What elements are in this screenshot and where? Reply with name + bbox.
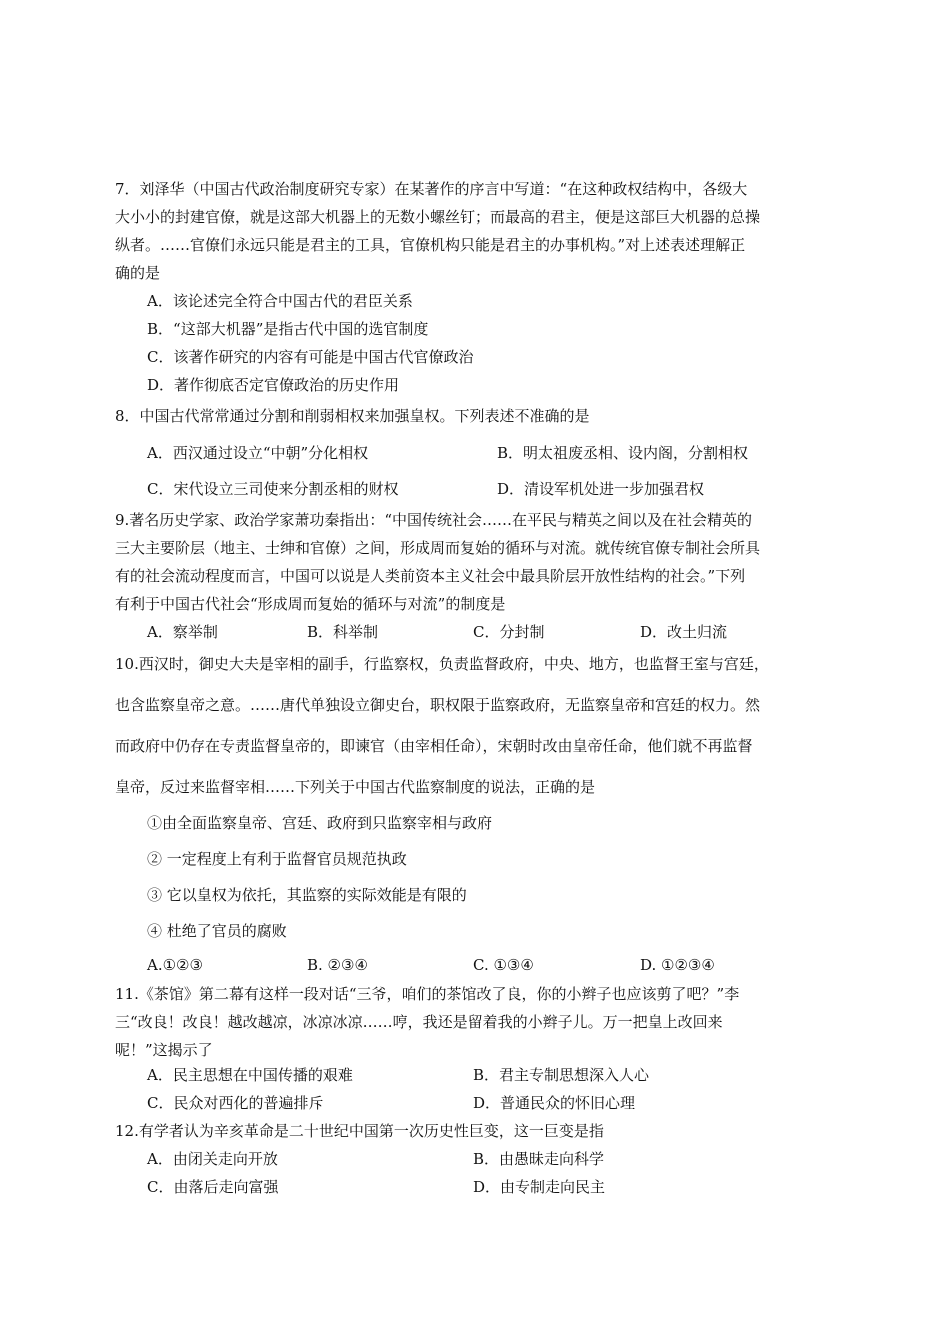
q8-option-a: A．西汉通过设立“中朝”分化相权 [147, 444, 369, 462]
q11-stem-line-3: 呢！”这揭示了 [115, 1041, 213, 1059]
q7-option-b: B．“这部大机器”是指古代中国的选官制度 [147, 320, 429, 338]
q12-option-d: D．由专制走向民主 [473, 1178, 606, 1196]
q12-option-a: A．由闭关走向开放 [147, 1150, 278, 1168]
q8-stem: 8．中国古代常常通过分割和削弱相权来加强皇权。下列表述不准确的是 [115, 407, 590, 425]
q10-statement-4: ④ 杜绝了官员的腐败 [147, 922, 287, 940]
q8-option-c: C．宋代设立三司使来分割丞相的财权 [147, 480, 399, 498]
q12-option-c: C．由落后走向富强 [147, 1178, 279, 1196]
q10-stem-line-3: 而政府中仍存在专责监督皇帝的，即谏官（由宰相任命），宋朝时改由皇帝任命，他们就不再监督 [115, 737, 753, 755]
q7-stem-line-2: 大小小的封建官僚，就是这部大机器上的无数小螺丝钉；而最高的君主，便是这部巨大机器的总操 [115, 208, 761, 226]
q10-statement-3: ③ 它以皇权为依托，其监察的实际效能是有限的 [147, 886, 467, 904]
q11-stem-line-2: 三“改良！改良！越改越凉，冰凉冰凉……哼，我还是留着我的小辫子儿。万一把皇上改回来 [115, 1013, 723, 1031]
q11-option-c: C．民众对西化的普遍排斥 [147, 1094, 324, 1112]
q9-stem-line-4: 有利于中国古代社会“形成周而复始的循环与对流”的制度是 [115, 595, 506, 613]
q8-option-d: D．清设军机处进一步加强君权 [497, 480, 705, 498]
q10-option-b: B. ②③④ [307, 956, 368, 974]
q9-stem-line-3: 有的社会流动程度而言，中国可以说是人类前资本主义社会中最具阶层开放性结构的社会。”下列 [115, 567, 746, 585]
q12-option-b: B．由愚昧走向科学 [473, 1150, 605, 1168]
q9-option-d: D．改土归流 [640, 623, 728, 641]
q10-stem-line-2: 也含监察皇帝之意。……唐代单独设立御史台，职权限于监察政府，无监察皇帝和宫廷的权力。然 [115, 696, 761, 714]
q12-stem: 12.有学者认为辛亥革命是二十世纪中国第一次历史性巨变，这一巨变是指 [115, 1122, 604, 1140]
q7-option-a: A．该论述完全符合中国古代的君臣关系 [147, 292, 413, 310]
q7-stem-line-1: 7．刘泽华（中国古代政治制度研究专家）在某著作的序言中写道：“在这种政权结构中，各级大 [115, 180, 748, 198]
q7-stem-line-3: 纵者。……官僚们永远只能是君主的工具，官僚机构只能是君主的办事机构。”对上述表述理解正 [115, 236, 746, 254]
q10-option-a: A.①②③ [147, 956, 203, 974]
q9-option-b: B．科举制 [307, 623, 379, 641]
q11-option-a: A．民主思想在中国传播的艰难 [147, 1066, 353, 1084]
q10-option-c: C. ①③④ [473, 956, 534, 974]
q10-stem-line-1: 10.西汉时，御史大夫是宰相的副手，行监察权，负责监督政府，中央、地方，也监督王室与宫廷， [115, 655, 769, 673]
q10-statement-2: ② 一定程度上有利于监督官员规范执政 [147, 850, 407, 868]
q9-stem-line-1: 9.著名历史学家、政治学家萧功秦指出：“中国传统社会……在平民与精英之间以及在社会精英的 [115, 511, 752, 529]
q8-option-b: B．明太祖废丞相、设内阁，分割相权 [497, 444, 749, 462]
q11-stem-line-1: 11.《茶馆》第二幕有这样一段对话“三爷，咱们的茶馆改了良，你的小辫子也应该剪了吧？”李 [115, 985, 740, 1003]
q9-option-c: C．分封制 [473, 623, 545, 641]
q10-option-d: D. ①②③④ [640, 956, 715, 974]
q7-option-d: D．著作彻底否定官僚政治的历史作用 [147, 376, 400, 394]
q10-statement-1: ①由全面监察皇帝、宫廷、政府到只监察宰相与政府 [147, 814, 493, 832]
q7-stem-line-4: 确的是 [115, 264, 161, 282]
q9-stem-line-2: 三大主要阶层（地主、士绅和官僚）之间，形成周而复始的循环与对流。就传统官僚专制社会所具 [115, 539, 761, 557]
q9-option-a: A．察举制 [147, 623, 218, 641]
q11-option-b: B．君主专制思想深入人心 [473, 1066, 650, 1084]
q11-option-d: D．普通民众的怀旧心理 [473, 1094, 636, 1112]
q10-stem-line-4: 皇帝，反过来监督宰相……下列关于中国古代监察制度的说法，正确的是 [115, 778, 596, 796]
q7-option-c: C．该著作研究的内容有可能是中国古代官僚政治 [147, 348, 474, 366]
